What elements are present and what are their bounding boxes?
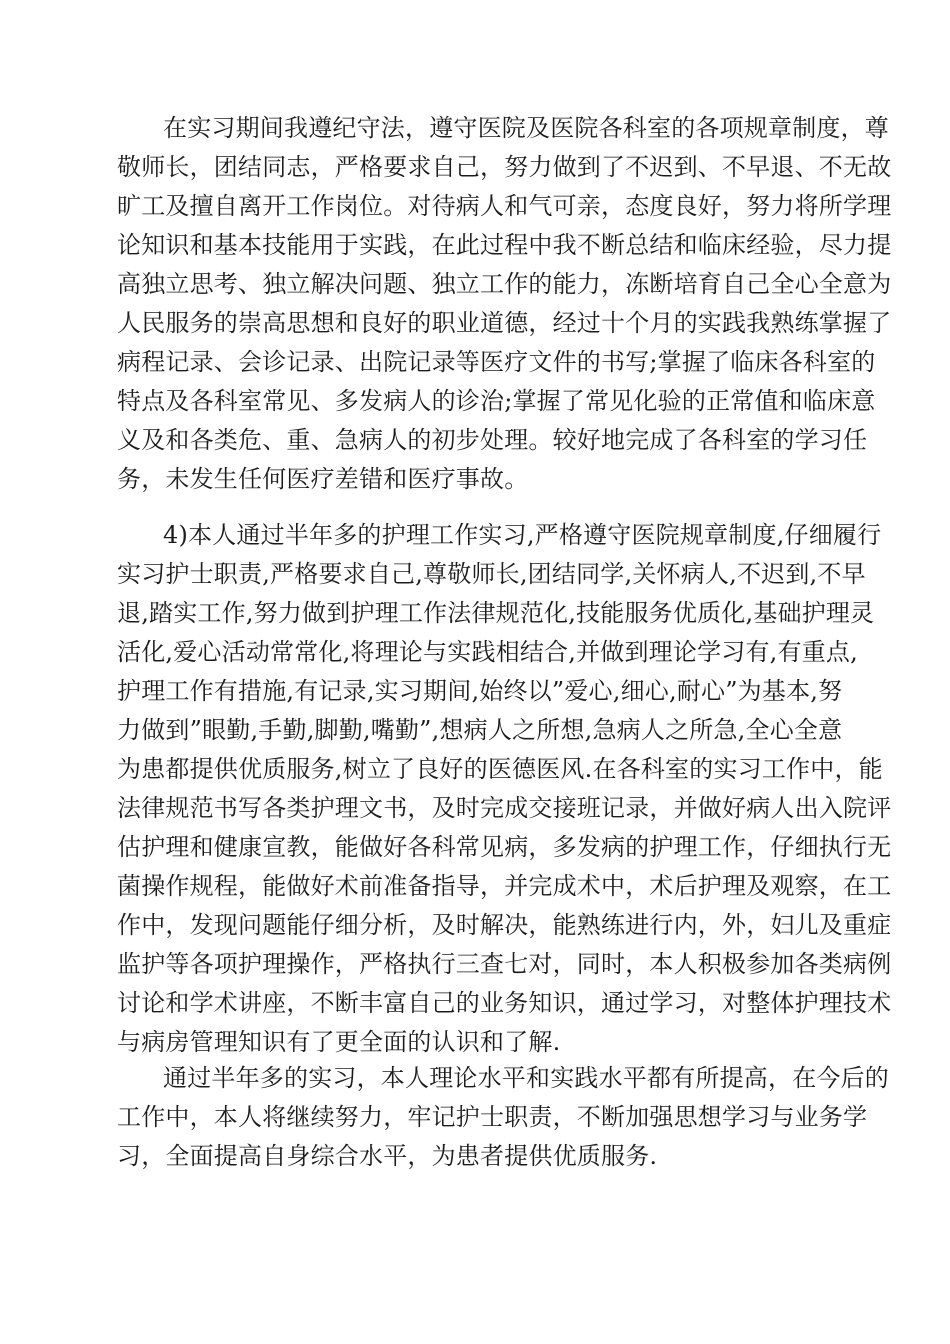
paragraph-line: 敬师长，团结同志，严格要求自己，努力做到了不迟到、不早退、不无故 (117, 153, 892, 181)
paragraph-line: 与病房管理知识有了更全面的认识和了解. (117, 1028, 561, 1056)
paragraph-line: 病程记录、会诊记录、出院记录等医疗文件的书写;掌握了临床各科室的 (117, 348, 876, 376)
paragraph-line: 务，未发生任何医疗差错和医疗事故。 (117, 465, 529, 493)
paragraph-line: 人民服务的崇高思想和良好的职业道德，经过十个月的实践我熟练掌握了 (117, 309, 892, 337)
paragraph-line: 法律规范书写各类护理文书，及时完成交接班记录，并做好病人出入院评 (117, 794, 892, 822)
paragraph-line: 作中，发现问题能仔细分析，及时解决，能熟练进行内，外，妇儿及重症 (117, 911, 892, 939)
paragraph-line: 实习护士职责,严格要求自己,尊敬师长,团结同学,关怀病人,不迟到,不早 (117, 560, 866, 588)
paragraph-line: 菌操作规程，能做好术前准备指导，并完成术中，术后护理及观察，在工 (117, 872, 892, 900)
paragraph-line: 4)本人通过半年多的护理工作实习,严格遵守医院规章制度,仔细履行 (163, 521, 882, 549)
paragraph-line: 为患都提供优质服务,树立了良好的医德医风.在各科室的实习工作中，能 (117, 755, 883, 783)
paragraph-line: 工作中，本人将继续努力，牢记护士职责，不断加强思想学习与业务学 (117, 1103, 868, 1131)
paragraph-line: 力做到”眼勤,手勤,脚勤,嘴勤”,想病人之所想,急病人之所急,全心全意 (117, 716, 843, 744)
paragraph-line: 高独立思考、独立解决问题、独立工作的能力，冻断培育自己全心全意为 (117, 270, 892, 298)
paragraph-line: 活化,爱心活动常常化,将理论与实践相结合,并做到理论学习有,有重点, (117, 638, 858, 666)
paragraph-line: 习，全面提高自身综合水平，为患者提供优质服务. (117, 1142, 658, 1170)
paragraph-line: 退,踏实工作,努力做到护理工作法律规范化,技能服务优质化,基础护理灵 (117, 599, 875, 627)
paragraph-line: 讨论和学术讲座，不断丰富自己的业务知识，通过学习，对整体护理技术 (117, 989, 892, 1017)
paragraph-line: 在实习期间我遵纪守法，遵守医院及医院各科室的各项规章制度，尊 (163, 114, 889, 142)
paragraph-line: 旷工及擅自离开工作岗位。对待病人和气可亲，态度良好，努力将所学理 (117, 192, 892, 220)
paragraph-line: 监护等各项护理操作，严格执行三查七对，同时，本人积极参加各类病例 (117, 950, 892, 978)
paragraph-line: 特点及各科室常见、多发病人的诊治;掌握了常见化验的正常值和临床意 (117, 387, 876, 415)
paragraph-line: 护理工作有措施,有记录,实习期间,始终以”爱心,细心,耐心”为基本,努 (117, 677, 843, 705)
paragraph-line: 义及和各类危、重、急病人的初步处理。较好地完成了各科室的学习任 (117, 426, 868, 454)
paragraph-line: 估护理和健康宣教，能做好各科常见病，多发病的护理工作，仔细执行无 (117, 833, 892, 861)
paragraph-line: 通过半年多的实习，本人理论水平和实践水平都有所提高，在今后的 (163, 1064, 889, 1092)
paragraph-line: 论知识和基本技能用于实践，在此过程中我不断总结和临床经验，尽力提 (117, 231, 892, 259)
